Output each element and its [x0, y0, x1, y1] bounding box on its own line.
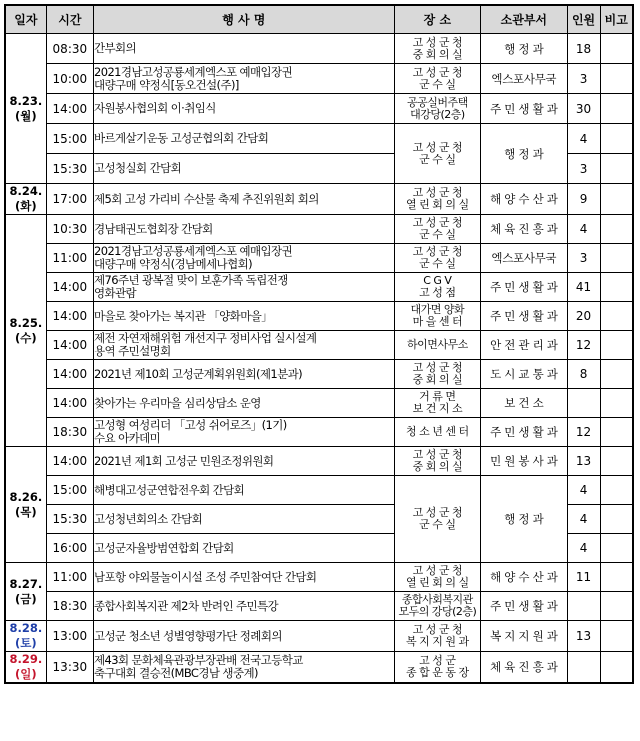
- date-text: 8.27.: [9, 576, 43, 591]
- note-cell: [600, 64, 633, 94]
- place-cell: [394, 302, 480, 331]
- date-text: 8.28.: [9, 621, 43, 635]
- dept-cell: 엑스포사무국: [481, 64, 567, 94]
- time-cell: 15:00: [46, 476, 93, 505]
- place-line: 군 수 실: [419, 228, 456, 241]
- event-line: 고성군자율방범연합회 간담회: [94, 540, 234, 555]
- table-row: [5, 215, 633, 244]
- weekday-text: (월): [15, 108, 37, 123]
- place-cell: [394, 94, 480, 124]
- event-cell: [94, 652, 395, 684]
- note-cell: [600, 273, 633, 302]
- time-cell: 11:00: [46, 244, 93, 273]
- place-line: 군 수 실: [419, 77, 456, 91]
- header-note: 비고: [600, 5, 633, 34]
- time-cell: 17:00: [46, 184, 93, 215]
- time-cell: 18:30: [46, 592, 93, 621]
- weekday-text: (일): [15, 667, 37, 681]
- place-line: 군 수 실: [419, 518, 456, 531]
- time-cell: 11:00: [46, 563, 93, 592]
- date-cell: [5, 184, 46, 215]
- place-line: 대가면 양화: [410, 303, 465, 316]
- place-line: 중 회 의 실: [412, 373, 463, 386]
- weekday-text: (수): [15, 330, 37, 345]
- schedule-table: [4, 4, 634, 684]
- note-cell: [600, 447, 633, 476]
- event-line: 제전 자연재해위험 개선지구 정비사업 실시설계: [94, 331, 317, 345]
- event-cell: [94, 505, 395, 534]
- note-cell: [600, 592, 633, 621]
- table-row: [5, 476, 633, 505]
- time-cell: 15:30: [46, 505, 93, 534]
- place-line: 하이면사무소: [406, 338, 468, 351]
- note-cell: [600, 476, 633, 505]
- table-row: [5, 331, 633, 360]
- attendees-cell: 18: [567, 34, 600, 64]
- note-cell: [600, 621, 633, 652]
- place-line: 종합사회복지관: [401, 593, 473, 606]
- date-text: 8.24.: [9, 184, 43, 198]
- place-line: 고 성 군 청: [412, 448, 463, 461]
- place-line: 고 성 군 청: [412, 65, 463, 79]
- event-cell: [94, 563, 395, 592]
- event-cell: [94, 476, 395, 505]
- place-line: 고 성 군: [419, 654, 456, 667]
- place-line: 열 린 회 의 실: [406, 576, 469, 589]
- dept-cell: 주 민 생 활 과: [481, 94, 567, 124]
- table-row: [5, 418, 633, 447]
- date-text: 8.29.: [9, 652, 43, 666]
- event-line: 고성청년회의소 간담회: [94, 511, 203, 526]
- attendees-cell: 3: [567, 64, 600, 94]
- attendees-cell: 8: [567, 360, 600, 389]
- dept-cell: 주 민 생 활 과: [481, 273, 567, 302]
- table-row: [5, 447, 633, 476]
- event-line: 바르게살기운동 고성군협의회 간담회: [94, 131, 269, 145]
- place-line: 모두의 강당(2층): [398, 605, 477, 618]
- event-line: 대량구매 약정식(경남메세나협회): [94, 257, 252, 271]
- date-text: 8.25.: [9, 315, 43, 330]
- schedule-body: [5, 34, 633, 684]
- event-line: 경남태권도협회장 간담회: [94, 221, 213, 236]
- event-line: 찾아가는 우리마을 심리상담소 운영: [94, 395, 261, 410]
- place-line: 고 성 군 청: [412, 361, 463, 374]
- place-cell: [394, 244, 480, 273]
- event-line: 종합사회복지관 제2차 반려인 주민특강: [94, 598, 279, 613]
- event-cell: [94, 534, 395, 563]
- attendees-cell: [567, 592, 600, 621]
- header-dept: 소관부서: [481, 5, 567, 34]
- attendees-cell: 12: [567, 331, 600, 360]
- event-line: 자원봉사협의회 이·취임식: [94, 101, 216, 115]
- event-cell: [94, 447, 395, 476]
- table-row: [5, 652, 633, 684]
- event-cell: [94, 34, 395, 64]
- event-cell: [94, 154, 395, 184]
- header-time: 시간: [46, 5, 93, 34]
- note-cell: [600, 534, 633, 563]
- time-cell: 10:00: [46, 64, 93, 94]
- place-line: 고 성 군 청: [412, 186, 463, 199]
- place-cell: [394, 184, 480, 215]
- event-cell: [94, 94, 395, 124]
- place-line: 대강당(2층): [410, 107, 465, 121]
- dept-cell: 주 민 생 활 과: [481, 418, 567, 447]
- event-cell: [94, 302, 395, 331]
- time-cell: 10:30: [46, 215, 93, 244]
- note-cell: [600, 94, 633, 124]
- dept-cell: 행 정 과: [481, 476, 567, 563]
- event-line: 2021경남고성공룡세계엑스포 예매입장권: [94, 64, 293, 79]
- attendees-cell: 3: [567, 244, 600, 273]
- place-cell: [394, 418, 480, 447]
- dept-cell: 주 민 생 활 과: [481, 302, 567, 331]
- table-row: [5, 592, 633, 621]
- date-cell: [5, 34, 46, 184]
- event-line: 2021년 제10회 고성군계획위원회(제1분과): [94, 366, 303, 381]
- event-cell: [94, 184, 395, 215]
- place-line: 고 성 군 청: [412, 35, 463, 49]
- place-line: 중 회 의 실: [412, 460, 463, 473]
- event-cell: [94, 244, 395, 273]
- attendees-cell: [567, 652, 600, 684]
- note-cell: [600, 418, 633, 447]
- table-row: [5, 273, 633, 302]
- attendees-cell: 13: [567, 621, 600, 652]
- place-line: 고 성 군 청: [412, 623, 463, 636]
- time-cell: 16:00: [46, 534, 93, 563]
- place-line: 중 회 의 실: [412, 47, 463, 61]
- note-cell: [600, 184, 633, 215]
- dept-cell: 엑스포사무국: [481, 244, 567, 273]
- date-cell: [5, 652, 46, 684]
- time-cell: 14:00: [46, 331, 93, 360]
- note-cell: [600, 215, 633, 244]
- attendees-cell: 41: [567, 273, 600, 302]
- dept-cell: 도 시 교 통 과: [481, 360, 567, 389]
- time-cell: 13:00: [46, 621, 93, 652]
- note-cell: [600, 124, 633, 154]
- place-cell: [394, 331, 480, 360]
- table-row: [5, 184, 633, 215]
- event-cell: [94, 64, 395, 94]
- header-row: [5, 5, 633, 34]
- attendees-cell: 4: [567, 215, 600, 244]
- time-cell: 15:30: [46, 154, 93, 184]
- dept-cell: 행 정 과: [481, 124, 567, 184]
- place-line: 고 성 군 청: [412, 216, 463, 229]
- place-line: 종 합 운 동 장: [406, 666, 469, 679]
- time-cell: 08:30: [46, 34, 93, 64]
- table-row: [5, 621, 633, 652]
- attendees-cell: 11: [567, 563, 600, 592]
- note-cell: [600, 505, 633, 534]
- event-line: 제43회 문화체육관광부장관배 전국고등학교: [94, 653, 303, 667]
- event-line: 남포항 야외물놀이시설 조성 주민참여단 간담회: [94, 569, 317, 584]
- table-row: [5, 360, 633, 389]
- place-line: 군 수 실: [419, 152, 456, 166]
- table-row: [5, 34, 633, 64]
- place-cell: [394, 215, 480, 244]
- event-cell: [94, 418, 395, 447]
- place-cell: [394, 652, 480, 684]
- event-line: 제5회 고성 가리비 수산물 축제 추진위원회 회의: [94, 191, 319, 206]
- place-line: 거 류 면: [419, 390, 456, 403]
- header-event: 행 사 명: [94, 5, 395, 34]
- attendees-cell: 4: [567, 505, 600, 534]
- attendees-cell: 4: [567, 124, 600, 154]
- attendees-cell: 9: [567, 184, 600, 215]
- time-cell: 14:00: [46, 389, 93, 418]
- event-line: 고성군 청소년 성별영향평가단 정례회의: [94, 628, 282, 643]
- place-cell: [394, 34, 480, 64]
- attendees-cell: 4: [567, 476, 600, 505]
- place-cell: [394, 476, 480, 563]
- event-cell: [94, 273, 395, 302]
- place-line: 고 성 군 청: [412, 506, 463, 519]
- table-row: [5, 563, 633, 592]
- dept-cell: 행 정 과: [481, 34, 567, 64]
- table-row: [5, 244, 633, 273]
- attendees-cell: 3: [567, 154, 600, 184]
- dept-cell: 주 민 생 활 과: [481, 592, 567, 621]
- place-line: 청 소 년 센 터: [406, 425, 469, 438]
- event-line: 수요 아카데미: [94, 431, 161, 445]
- dept-cell: 민 원 봉 사 과: [481, 447, 567, 476]
- event-cell: [94, 360, 395, 389]
- dept-cell: 체 육 진 흥 과: [481, 215, 567, 244]
- place-line: 고 성 군 청: [412, 564, 463, 577]
- place-line: 고 성 군 청: [412, 245, 463, 258]
- event-line: 대량구매 약정식[동오건설(주)]: [94, 77, 239, 92]
- event-line: 마을로 찾아가는 복지관 「양화마을」: [94, 308, 273, 323]
- note-cell: [600, 331, 633, 360]
- date-text: 8.23.: [9, 93, 43, 108]
- place-cell: [394, 389, 480, 418]
- event-line: 제76주년 광복절 맞이 보훈가족 독립전쟁: [94, 273, 288, 287]
- event-cell: [94, 389, 395, 418]
- place-cell: [394, 273, 480, 302]
- note-cell: [600, 34, 633, 64]
- event-line: 2021년 제1회 고성군 민원조정위원회: [94, 453, 274, 468]
- time-cell: 15:00: [46, 124, 93, 154]
- event-line: 영화관람: [94, 286, 137, 300]
- date-cell: [5, 447, 46, 563]
- date-cell: [5, 215, 46, 447]
- note-cell: [600, 360, 633, 389]
- place-line: 고 성 점: [419, 286, 456, 299]
- place-line: 열 린 회 의 실: [406, 198, 469, 211]
- event-cell: [94, 331, 395, 360]
- weekday-text: (목): [15, 504, 37, 519]
- place-line: 마 을 센 터: [412, 315, 463, 328]
- table-row: [5, 124, 633, 154]
- dept-cell: 복 지 지 원 과: [481, 621, 567, 652]
- time-cell: 14:00: [46, 94, 93, 124]
- event-line: 용역 주민설명회: [94, 344, 171, 358]
- note-cell: [600, 563, 633, 592]
- place-cell: [394, 563, 480, 592]
- place-line: 군 수 실: [419, 257, 456, 270]
- date-text: 8.26.: [9, 489, 43, 504]
- attendees-cell: 4: [567, 534, 600, 563]
- time-cell: 14:00: [46, 302, 93, 331]
- place-line: 공공실버주택: [406, 95, 468, 109]
- dept-cell: 해 양 수 산 과: [481, 563, 567, 592]
- place-line: 복 지 지 원 과: [406, 635, 469, 648]
- place-line: 고 성 군 청: [412, 140, 463, 154]
- event-line: 고성청실회 간담회: [94, 161, 182, 175]
- attendees-cell: 30: [567, 94, 600, 124]
- event-cell: [94, 215, 395, 244]
- event-cell: [94, 124, 395, 154]
- place-cell: [394, 360, 480, 389]
- note-cell: [600, 302, 633, 331]
- time-cell: 14:00: [46, 447, 93, 476]
- event-line: 해병대고성군연합전우회 간담회: [94, 482, 245, 497]
- place-cell: [394, 64, 480, 94]
- header-attendees: 인원: [567, 5, 600, 34]
- dept-cell: 체 육 진 흥 과: [481, 652, 567, 684]
- table-row: [5, 389, 633, 418]
- date-cell: [5, 621, 46, 652]
- date-cell: [5, 563, 46, 621]
- dept-cell: 해 양 수 산 과: [481, 184, 567, 215]
- table-row: [5, 64, 633, 94]
- event-cell: [94, 621, 395, 652]
- place-line: C G V: [423, 274, 452, 287]
- attendees-cell: 20: [567, 302, 600, 331]
- table-row: [5, 94, 633, 124]
- place-cell: [394, 447, 480, 476]
- place-cell: [394, 592, 480, 621]
- header-place: 장 소: [394, 5, 480, 34]
- event-line: 간부회의: [94, 41, 137, 55]
- dept-cell: 보 건 소: [481, 389, 567, 418]
- place-cell: [394, 621, 480, 652]
- note-cell: [600, 652, 633, 684]
- weekday-text: (화): [15, 199, 37, 213]
- time-cell: 13:30: [46, 652, 93, 684]
- weekday-text: (토): [15, 636, 37, 650]
- event-cell: [94, 592, 395, 621]
- weekday-text: (금): [15, 591, 37, 606]
- time-cell: 18:30: [46, 418, 93, 447]
- note-cell: [600, 154, 633, 184]
- header-date: 일자: [5, 5, 46, 34]
- place-line: 보 건 지 소: [412, 402, 463, 415]
- note-cell: [600, 389, 633, 418]
- dept-cell: 안 전 관 리 과: [481, 331, 567, 360]
- event-line: 고성형 여성리더 「고성 쉬어로즈」(1기): [94, 418, 287, 432]
- table-row: [5, 302, 633, 331]
- time-cell: 14:00: [46, 273, 93, 302]
- attendees-cell: 12: [567, 418, 600, 447]
- attendees-cell: [567, 389, 600, 418]
- attendees-cell: 13: [567, 447, 600, 476]
- note-cell: [600, 244, 633, 273]
- event-line: 2021경남고성공룡세계엑스포 예매입장권: [94, 244, 293, 258]
- place-cell: [394, 124, 480, 184]
- event-line: 축구대회 결승전(MBC경남 생중계): [94, 666, 258, 680]
- time-cell: 14:00: [46, 360, 93, 389]
